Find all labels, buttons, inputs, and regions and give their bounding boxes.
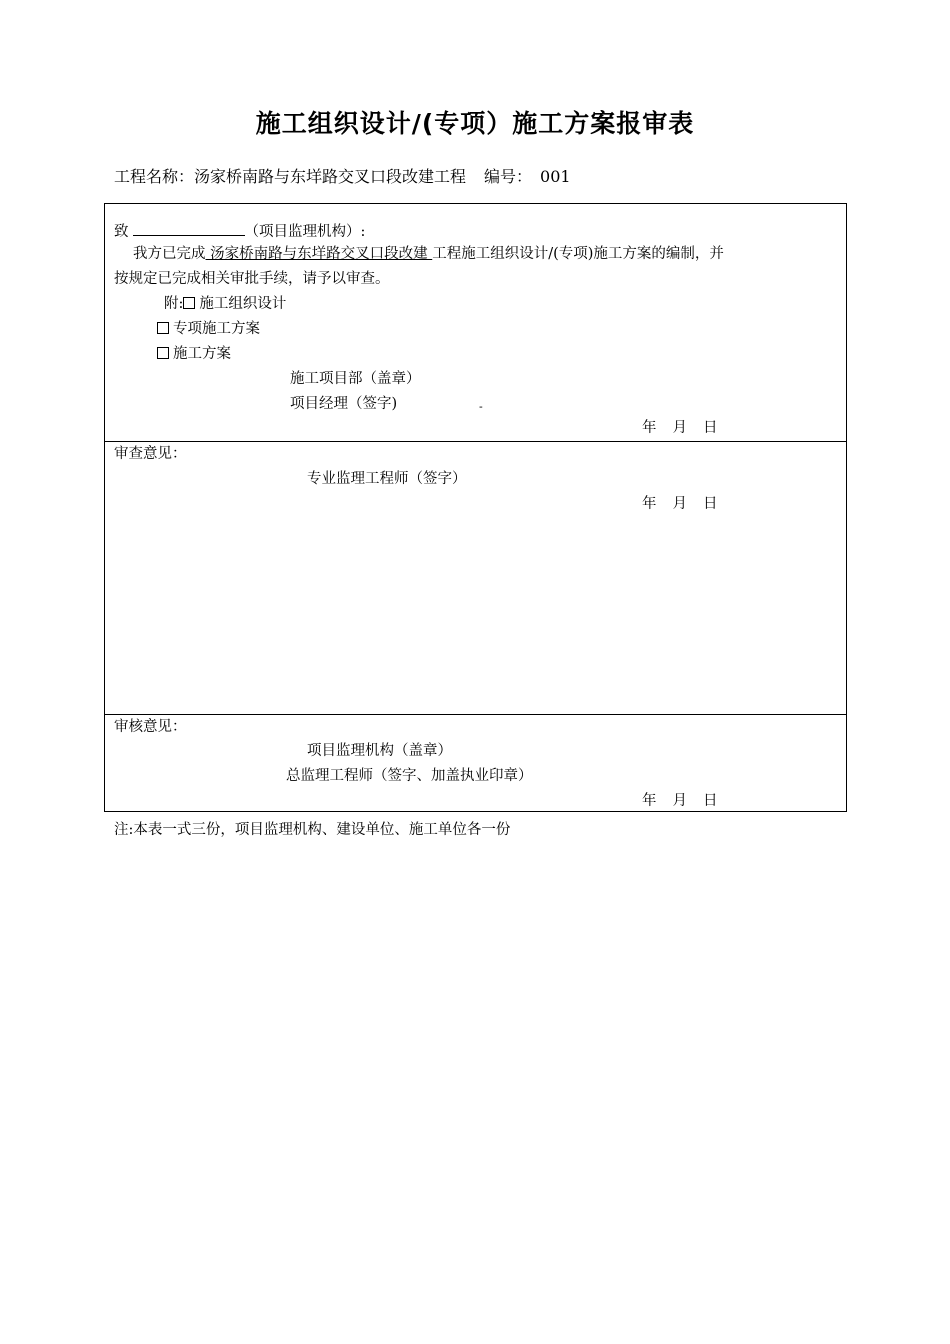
- year-label: 年: [642, 420, 657, 436]
- to-prefix: 致: [114, 224, 129, 240]
- project-name-value: 汤家桥南路与东垟路交叉口段改建工程: [194, 167, 467, 186]
- form-table: [104, 203, 847, 812]
- date-line-1: [642, 420, 734, 437]
- recipient-line: [114, 221, 365, 241]
- chief-engineer-signature: 总监理工程师（签字、加盖执业印章）: [286, 768, 533, 784]
- project-info-line: [114, 164, 571, 187]
- project-manager-signature: 项目经理（签字): [290, 396, 398, 412]
- month-label: 月: [672, 496, 687, 512]
- day-label: 日: [703, 793, 718, 809]
- day-label: 日: [703, 420, 718, 436]
- body-line-2: 按规定已完成相关审批手续，请予以审查。: [114, 271, 390, 287]
- attach-prefix: 附:: [164, 296, 184, 312]
- body-text-a: 我方已完成: [133, 246, 206, 262]
- attachment-option-1: [164, 296, 286, 313]
- number-value: 001: [540, 167, 571, 186]
- project-name-label: 工程名称：: [114, 167, 195, 186]
- audit-opinion-label: 审核意见：: [114, 719, 187, 735]
- review-opinion-label: 审查意见：: [114, 446, 187, 462]
- day-label: 日: [703, 496, 718, 512]
- body-line-1: [133, 246, 724, 263]
- attachment-option-3: [157, 346, 231, 363]
- to-suffix: （项目监理机构）:: [244, 224, 366, 240]
- supervision-org-stamp: 项目监理机构（盖章）: [307, 743, 452, 759]
- form-title: 施工组织设计/(专项）施工方案报审表: [255, 109, 695, 138]
- year-label: 年: [642, 793, 657, 809]
- section-divider-2: [105, 714, 846, 715]
- checkbox-icon[interactable]: [157, 347, 169, 359]
- section-divider-1: [105, 441, 846, 442]
- footnote: 注:本表一式三份，项目监理机构、建设单位、施工单位各一份: [114, 822, 511, 838]
- stray-dash: -: [479, 400, 483, 413]
- attachment-option-2: [157, 321, 260, 338]
- body-project-underlined: 汤家桥南路与东垟路交叉口段改建: [205, 246, 433, 262]
- specialist-engineer-signature: 专业监理工程师（签字）: [307, 471, 467, 487]
- checkbox-icon[interactable]: [157, 322, 169, 334]
- recipient-blank[interactable]: [133, 221, 245, 236]
- option-label: 施工组织设计: [199, 296, 287, 312]
- option-label: 专项施工方案: [173, 321, 260, 337]
- month-label: 月: [672, 420, 687, 436]
- number-label: 编号：: [484, 167, 533, 186]
- date-line-2: [642, 496, 734, 513]
- year-label: 年: [642, 496, 657, 512]
- construction-dept-stamp: 施工项目部（盖章）: [290, 371, 421, 387]
- date-line-3: [642, 793, 734, 810]
- month-label: 月: [672, 793, 687, 809]
- body-text-b: 工程施工组织设计/(专项)施工方案的编制，并: [432, 246, 724, 262]
- checkbox-icon[interactable]: [183, 297, 195, 309]
- option-label: 施工方案: [173, 346, 231, 362]
